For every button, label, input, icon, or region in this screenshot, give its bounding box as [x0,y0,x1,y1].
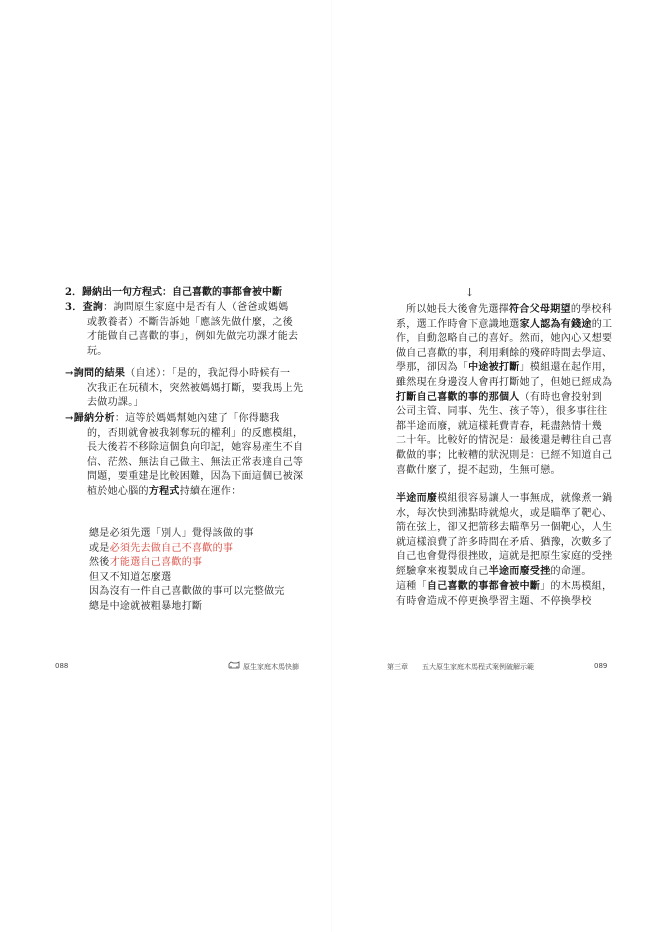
text-line: 長大後若不移除這個負向印記，她容易產生不自 [87,442,304,454]
page-number: 089 [594,662,608,670]
body-paragraph-3: 這種「自己喜歡的事都會被中斷」的木馬模組， 有時會造成不停更換學習主題、不停換學校 [396,580,612,609]
equation-line: 但又不知道怎麼選 [89,571,172,583]
body-paragraph-1: 所以她長大後會先選擇符合父母期望的學校科 系，選工作時會下意識地選家人認為有錢途的工 作，自動忽略自己的喜好。然而，她內心又想要 做自己喜歡的事，利用剩餘的殘碎時間去學這、 學那，卻因為「中途被打斷」模組還在起作用， 雖然現在身邊沒人會再打斷她了，但她已經成為 打斷自己喜歡的事的那個人（有時也會投射到 公司主管、同事、先生、孩子等），很多事往往 都半途而廢，就這樣耗費青春，耗盡熱情十幾 二十年。比較好的情況是：最後還是轉往自己喜 歡做的事；比較糟的狀況則是：已經不知道自己 喜歡什麼了，提不起勁，生無可戀。 [396,303,612,478]
text-line: ：這等於媽媽幫她內建了「你得聽我 [114,413,280,424]
chapter-label: 第三章 [387,663,408,671]
body-paragraph-2: 半途而廢模組很容易讓人一事無成，就像煮一鍋 水，每次快到沸點時就熄火，或是瞄準了靶心、 箭在弦上，卻又把箭移去瞄準另一個靶心，人生 就這樣浪費了許多時間在矛盾、猶豫，次數多了 自己也會覺得很挫敗，這就是把原生家庭的受挫 經驗拿來複製成自己半途而廢受挫的命運。 [396,493,613,577]
chapter-title: 五大原生家庭木馬程式案例破解示範 [422,663,534,671]
text-line: 作，自動忽略自己的喜好。然而，她內心又想要 [396,333,613,345]
page-number: 088 [55,662,69,670]
text-line: 公司主管、同事、先生、孩子等），很多事往往 [396,406,608,418]
item-label: 歸納出一句方程式：自己喜歡的事都會被中斷 [81,287,282,298]
text-line: 或教養者）不斷告訴她「應該先做什麼，之後 [87,316,293,328]
text-line: 持續在運作： [179,485,242,497]
text-line: 問題，要重建是比較困難，因為下面這個已被深 [87,471,304,483]
highlight-text: 才能選自己喜歡的事 [109,557,203,569]
text-line: 就這樣浪費了許多時間在矛盾、猶豫，次數多了 [396,536,613,548]
text-line: 有時會造成不停更換學習主題、不停換學校 [396,595,592,607]
text-line: ：詢問原生家庭中是否有人（爸爸或媽媽 [103,302,289,313]
equation-block [89,527,285,615]
emphasis-text: 符合父母期望 [509,304,571,315]
right-page [331,0,663,932]
analysis-paragraph [65,412,303,500]
text-line: 雖然現在身邊沒人會再打斷她了，但她已經成為 [396,376,613,388]
equation-line: 總是中途就被粗暴地打斷 [89,600,203,612]
text-line: 的，否則就會被我剝奪玩的權利」的反應模組， [87,427,304,439]
left-page [0,0,331,932]
inquiry-result-paragraph [65,367,303,411]
equation-line: 總是必須先選「別人」覺得該做的事 [89,528,254,539]
equation-line: 然後才能選自己喜歡的事 [89,557,203,569]
text-line: 做自己喜歡的事，利用剩餘的殘碎時間去學這、 [396,347,613,359]
emphasis-text: 自己喜歡的事都會被中斷 [426,581,541,592]
arrow-marker: → [65,413,74,424]
item-label: 查詢 [82,302,104,313]
text-line: 箭在弦上，卻又把箭移去瞄準另一個靶心，人生 [396,522,613,534]
text-line: 次我正在玩積木，突然被媽媽打斷，要我馬上先 [87,382,304,394]
text-line: 二十年。比較好的情況是：最後還是轉往自己喜 [396,435,613,447]
text-line: 玩。 [87,345,108,357]
item-number: 2． [65,287,82,298]
trojan-horse-icon [227,660,241,670]
running-title: 原生家庭木馬快篩 [243,663,299,671]
item-number: 3． [65,302,83,313]
emphasis-text: 半途而廢 [396,493,438,504]
analysis-label: 歸納分析 [73,413,115,424]
emphasis-text: 家人認為有錢途 [519,318,592,330]
text-line: 水，每次快到沸點時就熄火，或是瞄準了靶心、 [396,507,613,519]
emphasis-text: 中途被打斷 [468,362,520,374]
text-line: 才能做自己喜歡的事」，例如先做完功課才能去 [87,331,299,343]
emphasis-text: 半途而廢受挫 [488,565,551,577]
item-3-paragraph [65,301,298,359]
equation-line: 因為沒有一件自己喜歡做的事可以完整做完 [89,586,285,598]
arrow-marker: → [65,368,74,379]
text-line: 植於她心腦的 [87,485,149,497]
text-line: （自述）：「是的，我記得小時候有一 [125,368,291,379]
text-line: 信、茫然、無法自己做主、無法正常表達自己等 [87,456,304,468]
text-line: 喜歡什麼了，提不起勁，生無可戀。 [396,464,561,476]
highlight-text: 必須先去做自己不喜歡的事 [109,542,234,554]
text-line: 去做功課。」 [87,397,144,409]
text-line: 都半途而廢，就這樣耗費青春，耗盡熱情十幾 [396,420,602,432]
emphasis-text: 打斷自己喜歡的事的那個人 [396,391,520,403]
equation-line: 或是必須先去做自己不喜歡的事 [89,542,234,554]
text-line: 歡做的事；比較糟的狀況則是：已經不知道自己 [396,449,613,461]
item-2-heading [65,286,282,300]
emphasis-text: 方程式 [148,485,180,497]
continuation-arrow: ↓ [465,286,475,299]
inquiry-label: 詢問的結果 [73,368,126,379]
text-line: 自己也會覺得很挫敗，這就是把原生家庭的受挫 [396,551,613,563]
